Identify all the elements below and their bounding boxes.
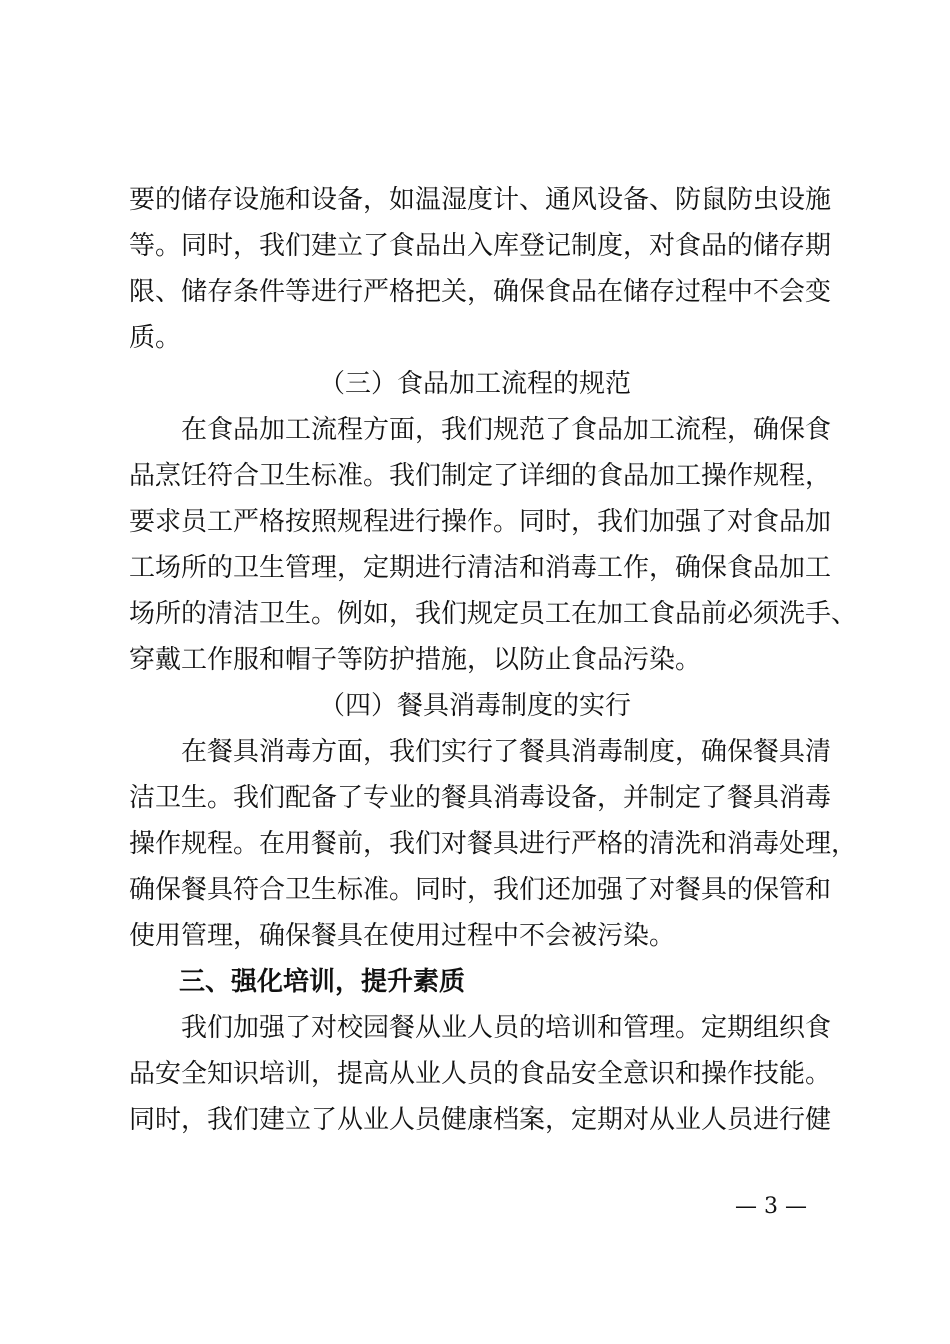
body-line: 限、储存条件等进行严格把关，确保食品在储存过程中不会变 <box>129 277 832 307</box>
body-line: 操作规程。在用餐前，我们对餐具进行严格的清洗和消毒处理， <box>129 829 858 859</box>
paragraph-first-line: 在餐具消毒方面，我们实行了餐具消毒制度，确保餐具清 <box>181 737 832 767</box>
body-line: 同时，我们建立了从业人员健康档案，定期对从业人员进行健 <box>129 1105 832 1135</box>
body-line: 场所的清洁卫生。例如，我们规定员工在加工食品前必须洗手、 <box>129 599 858 629</box>
body-line: 要求员工严格按照规程进行操作。同时，我们加强了对食品加 <box>129 507 832 537</box>
body-line: 质。 <box>129 323 182 353</box>
paragraph-first-line: 我们加强了对校园餐从业人员的培训和管理。定期组织食 <box>181 1013 832 1043</box>
paragraph-first-line: 在食品加工流程方面，我们规范了食品加工流程，确保食 <box>181 415 832 445</box>
page-number: — 3 — <box>735 1194 807 1219</box>
body-line: 工场所的卫生管理，定期进行清洁和消毒工作，确保食品加工 <box>129 553 832 583</box>
body-line: 穿戴工作服和帽子等防护措施，以防止食品污染。 <box>129 645 702 675</box>
body-line: 品安全知识培训，提高从业人员的食品安全意识和操作技能。 <box>129 1059 832 1089</box>
section-heading-3: （三）食品加工流程的规范 <box>318 369 631 399</box>
body-line: 洁卫生。我们配备了专业的餐具消毒设备，并制定了餐具消毒 <box>129 783 832 813</box>
body-line: 品烹饪符合卫生标准。我们制定了详细的食品加工操作规程， <box>129 461 832 491</box>
body-line: 要的储存设施和设备，如温湿度计、通风设备、防鼠防虫设施 <box>129 185 832 215</box>
body-line: 等。同时，我们建立了食品出入库登记制度，对食品的储存期 <box>129 231 832 261</box>
body-line: 使用管理，确保餐具在使用过程中不会被污染。 <box>129 921 676 951</box>
chapter-heading: 三、强化培训，提升素质 <box>179 967 466 997</box>
section-heading-4: （四）餐具消毒制度的实行 <box>318 691 631 721</box>
body-line: 确保餐具符合卫生标准。同时，我们还加强了对餐具的保管和 <box>129 875 832 905</box>
